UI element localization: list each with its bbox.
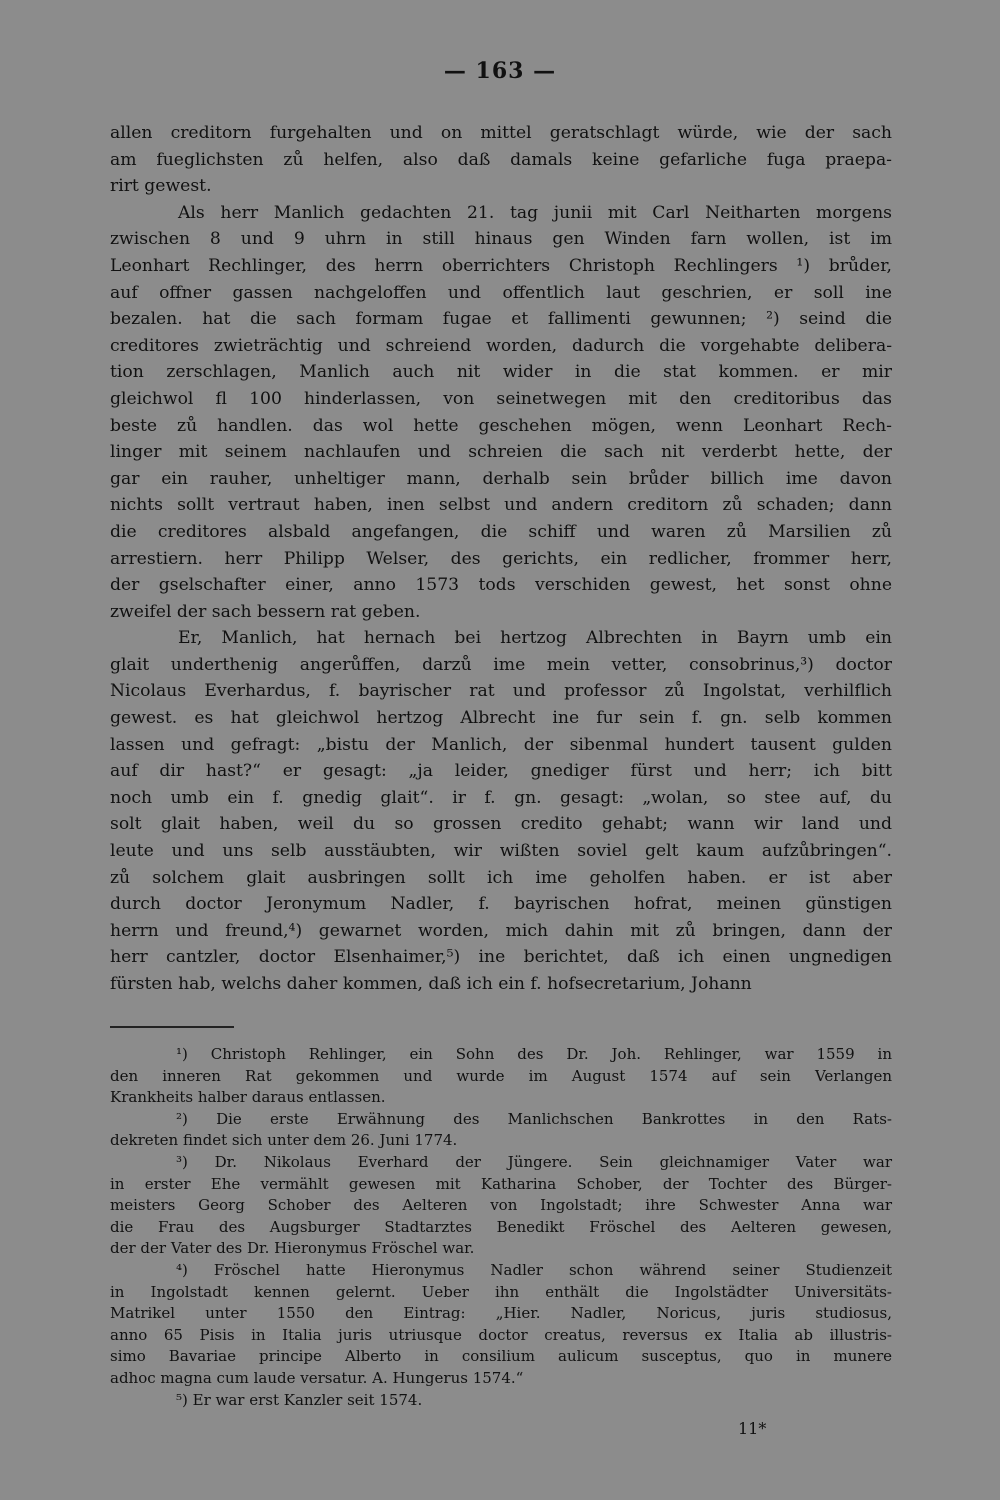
text-line: zwischen 8 und 9 uhrn in still hinaus gen Winden farn wollen, ist im xyxy=(110,229,892,250)
paragraph xyxy=(110,120,892,200)
footnote xyxy=(110,1109,892,1152)
footnote-line: Krankheits halber daraus entlassen. xyxy=(110,1088,386,1107)
footnote-line: ⁵) Er war erst Kanzler seit 1574. xyxy=(176,1390,423,1409)
text-line: gewest. es hat gleichwol hertzog Albrecht ine fur sein f. gn. selb kommen xyxy=(110,708,892,729)
text-line: der gselschafter einer, anno 1573 tods verschiden gewest, het sonst ohne xyxy=(110,575,892,596)
footnote xyxy=(110,1152,892,1260)
footnote-line: Matrikel unter 1550 den Eintrag: „Hier. Nadler, Noricus, juris studiosus, xyxy=(110,1304,892,1323)
footnote-line: adhoc magna cum laude versatur. A. Hungerus 1574.“ xyxy=(110,1368,524,1387)
text-line: leute und uns selb ausstäubten, wir wißten soviel gelt kaum aufzůbringen“. xyxy=(110,841,892,862)
footnote-line: in Ingolstadt kennen gelernt. Ueber ihn enthält die Ingolstädter Universitäts- xyxy=(110,1282,892,1301)
footnote-line: ²) Die erste Erwähnung des Manlichschen Bankrottes in den Rats- xyxy=(176,1109,892,1128)
text-line: gar ein rauher, unheltiger mann, derhalb sein brůder billich ime davon xyxy=(110,468,892,489)
text-line: Leonhart Rechlinger, des herrn oberrichters Christoph Rechlingers ¹) brůder, xyxy=(110,255,892,276)
text-line: durch doctor Jeronymum Nadler, f. bayrischen hofrat, meinen günstigen xyxy=(110,894,892,915)
paragraph xyxy=(110,625,892,997)
text-line: Nicolaus Everhardus, f. bayrischer rat und professor zů Ingolstat, verhilflich xyxy=(110,681,892,702)
footnote-line: ⁴) Fröschel hatte Hieronymus Nadler schon während seiner Studienzeit xyxy=(176,1260,892,1279)
text-line: herrn und freund,⁴) gewarnet worden, mich dahin mit zů bringen, dann der xyxy=(110,920,892,941)
footnote xyxy=(110,1044,892,1109)
footnote-line: ³) Dr. Nikolaus Everhard der Jüngere. Sein gleichnamiger Vater war xyxy=(176,1152,892,1171)
footnote-line: der der Vater des Dr. Hieronymus Fröschel war. xyxy=(110,1239,475,1258)
text-line: nichts sollt vertraut haben, inen selbst und andern creditorn zů schaden; dann xyxy=(110,495,892,516)
text-line: beste zů handlen. das wol hette geschehen mögen, wenn Leonhart Rech- xyxy=(110,415,892,436)
paragraph xyxy=(110,200,892,626)
text-line: allen creditorn furgehalten und on mittel geratschlagt würde, wie der sach xyxy=(110,123,892,143)
footnote xyxy=(110,1260,892,1390)
page-number: — 163 — xyxy=(443,58,557,84)
text-line: auf dir hast?“ er gesagt: „ja leider, gnediger fürst und herr; ich bitt xyxy=(110,761,892,782)
footnote-line: simo Bavariae principe Alberto in consilium aulicum susceptus, quo in munere xyxy=(110,1347,892,1366)
text-line: glait underthenig angerůffen, darzů ime mein vetter, consobrinus,³) doctor xyxy=(110,654,892,675)
footnote-line: die Frau des Augsburger Stadtarztes Benedikt Fröschel des Aelteren gewesen, xyxy=(110,1217,892,1236)
text-line: creditores zwieträchtig und schreiend worden, dadurch die vorgehabte delibera- xyxy=(110,335,892,356)
text-line: arrestiern. herr Philipp Welser, des gerichts, ein redlicher, frommer herr, xyxy=(110,548,892,569)
footnote xyxy=(110,1390,892,1412)
text-line: lassen und gefragt: „bistu der Manlich, der sibenmal hundert tausent gulden xyxy=(110,734,892,755)
text-line: auf offner gassen nachgeloffen und offentlich laut geschrien, er soll ine xyxy=(110,282,892,303)
text-line: Als herr Manlich gedachten 21. tag junii mit Carl Neitharten morgens xyxy=(178,202,892,223)
footnote-line: anno 65 Pisis in Italia juris utriusque doctor creatus, reversus ex Italia ab illustris- xyxy=(110,1325,892,1344)
text-line: zweifel der sach bessern rat geben. xyxy=(110,601,421,622)
footnote-line: dekreten findet sich unter dem 26. Juni 1774. xyxy=(110,1131,458,1150)
signature-mark: 11* xyxy=(738,1419,767,1438)
text-line: gleichwol fl 100 hinderlassen, von seinetwegen mit den creditoribus das xyxy=(110,388,892,409)
text-line: die creditores alsbald angefangen, die schiff und waren zů Marsilien zů xyxy=(110,521,892,542)
text-line: noch umb ein f. gnedig glait“. ir f. gn. gesagt: „wolan, so stee auf, du xyxy=(110,787,892,808)
text-line: am fueglichsten zů helfen, also daß damals keine gefarliche fuga praepa- xyxy=(110,149,892,170)
text-line: rirt gewest. xyxy=(110,176,212,197)
text-line: tion zerschlagen, Manlich auch nit wider in die stat kommen. er mir xyxy=(110,362,892,383)
text-line: linger mit seinem nachlaufen und schreien die sach nit verderbt hette, der xyxy=(110,442,892,463)
footnote-line: ¹) Christoph Rehlinger, ein Sohn des Dr. Joh. Rehlinger, war 1559 in xyxy=(176,1045,892,1063)
footnote-separator xyxy=(110,1026,234,1028)
text-line: Er, Manlich, hat hernach bei hertzog Albrechten in Bayrn umb ein xyxy=(178,628,892,649)
text-line: bezalen. hat die sach formam fugae et fallimenti gewunnen; ²) seind die xyxy=(110,309,892,330)
text-line: herr cantzler, doctor Elsenhaimer,⁵) ine berichtet, daß ich einen ungnedigen xyxy=(110,947,892,968)
text-line: solt glait haben, weil du so grossen credito gehabt; wann wir land und xyxy=(110,814,892,835)
main-text xyxy=(110,120,892,998)
footnote-line: meisters Georg Schober des Aelteren von Ingolstadt; ihre Schwester Anna war xyxy=(110,1196,892,1215)
footnotes xyxy=(110,1044,892,1411)
footnote-line: den inneren Rat gekommen und wurde im August 1574 auf sein Verlangen xyxy=(110,1066,892,1085)
footnote-line: in erster Ehe vermählt gewesen mit Katharina Schober, der Tochter des Bürger- xyxy=(110,1174,892,1193)
text-line: zů solchem glait ausbringen sollt ich ime geholfen haben. er ist aber xyxy=(110,867,892,888)
text-line: fürsten hab, welchs daher kommen, daß ich ein f. hofsecretarium, Johann xyxy=(110,974,752,994)
